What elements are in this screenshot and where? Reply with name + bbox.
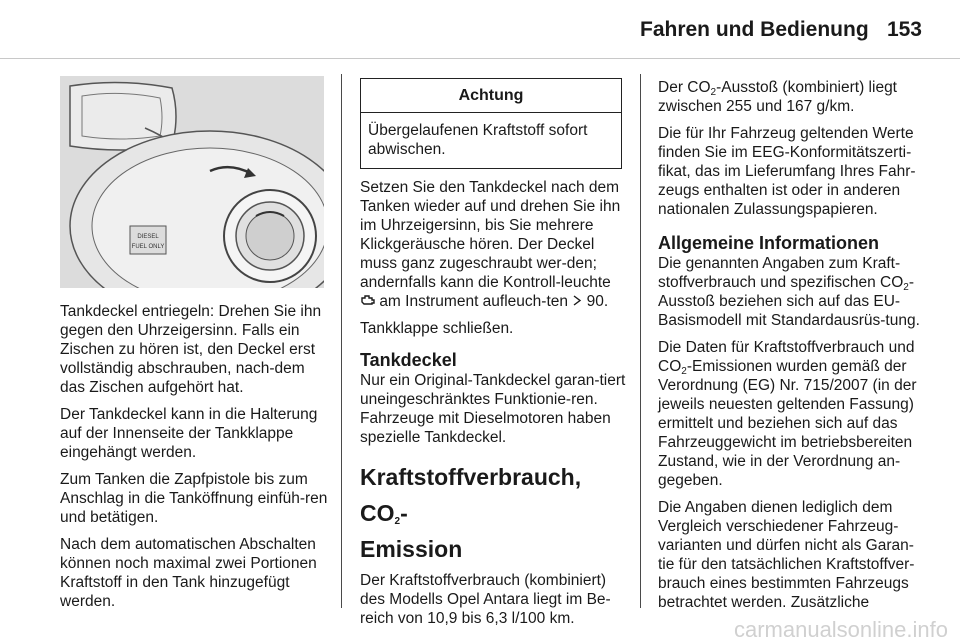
page-header-title: Fahren und Bedienung xyxy=(640,18,869,41)
warning-title: Achtung xyxy=(361,79,621,113)
paragraph xyxy=(360,178,630,311)
page-number: 153 xyxy=(886,18,922,41)
column-separator-2 xyxy=(640,74,641,608)
paragraph xyxy=(658,254,924,330)
paragraph-text: -Ausstoß beziehen sich auf das EU-Basismodell mit Standardausrüs-tung. xyxy=(658,274,920,329)
column-1 xyxy=(60,302,328,619)
heading-part: Kraftstoffverbrauch, CO xyxy=(360,464,582,526)
column-3 xyxy=(658,78,924,620)
paragraph-text: Die Daten für Kraftstoffverbrauch und CO xyxy=(658,339,915,375)
paragraph-text: -Ausstoß (kombiniert) liegt zwischen 255 und 167 g/km. xyxy=(658,79,897,115)
paragraph: Die für Ihr Fahrzeug geltenden Werte finden Sie im EEG-Konformitätszerti-fikat, das im Lieferumfang Ihres Fahr-zeugs enthalten ist oder in anderen nationalen Zulassungspapieren. xyxy=(658,125,916,218)
paragraph: Zum Tanken die Zapfpistole bis zum Anschlag in die Tanköffnung einfüh-ren und betätigen. xyxy=(60,471,328,526)
paragraph-text: Setzen Sie den Tankdeckel nach dem Tanken wieder auf und drehen Sie ihn im Uhrzeigersinn, bis Sie mehrere Klickgeräusche hören. Der Deckel muss ganz zugeschraubt wer-den; andernfalls kann die Kontroll-leuchte xyxy=(360,179,621,291)
heading-subscript: 2 xyxy=(394,516,401,527)
paragraph: Nur ein Original-Tankdeckel garan-tiert uneingeschränktes Funktionie-ren. Fahrzeuge mit Dieselmotoren haben spezielle Tankdeckel. xyxy=(360,372,626,446)
paragraph: Tankklappe schließen. xyxy=(360,320,514,337)
subscript: 2 xyxy=(903,282,909,293)
section-heading-kraftstoffverbrauch xyxy=(360,459,630,567)
paragraph-text: Die genannten Angaben zum Kraft-stoffverbrauch und spezifischen CO xyxy=(658,255,904,291)
fuel-cap-illustration xyxy=(60,76,324,288)
column-separator-1 xyxy=(341,74,342,608)
heading-part: Emission xyxy=(360,536,463,562)
figure-label-2: FUEL ONLY xyxy=(131,244,165,250)
paragraph: Der Kraftstoffverbrauch (kombiniert) des Modells Opel Antara liegt im Be-reich von 10,9 bis 6,3 l/100 km. xyxy=(360,572,611,627)
paragraph: Tankdeckel entriegeln: Drehen Sie ihn gegen den Uhrzeigersinn. Falls ein Zischen zu hören ist, den Deckel erst vollständig abschrauben, nach-dem das Zischen aufgehört hat. xyxy=(60,303,322,396)
subscript: 2 xyxy=(681,366,687,377)
paragraph: Der Tankdeckel kann in die Halterung auf der Innenseite der Tankklappe eingehängt werden. xyxy=(60,406,318,461)
figure-label-1: DIESEL xyxy=(137,234,159,240)
paragraph-text: Der CO xyxy=(658,79,711,96)
section-heading-allgemeine-informationen: Allgemeine Informationen xyxy=(658,233,880,253)
section-heading-tankdeckel: Tankdeckel xyxy=(360,350,457,370)
warning-box xyxy=(360,78,622,169)
paragraph xyxy=(658,338,924,490)
paragraph: Nach dem automatischen Abschalten können noch maximal zwei Portionen Kraftstoff in den Tank hinzugefügt werden. xyxy=(60,536,317,610)
watermark: carmanualsonline.info xyxy=(733,617,948,642)
column-2 xyxy=(360,178,630,636)
paragraph xyxy=(658,78,924,116)
paragraph-text: -Emissionen wurden gemäß der Verordnung (EG) Nr. 715/2007 (in der jeweils neuesten geltenden Fassung) ermittelt und beziehen sich auf das Fahrzeuggewicht im betriebsbereiten Zustand, wie in der Verordnung an-gegeben. xyxy=(658,358,917,489)
warning-text: Übergelaufenen Kraftstoff sofort abwischen. xyxy=(368,122,588,158)
paragraph-text: am Instrument aufleuch-ten xyxy=(379,293,568,310)
subscript: 2 xyxy=(710,87,717,98)
paragraph: Die Angaben dienen lediglich dem Vergleich verschiedener Fahrzeug-varianten und dürfen nicht als Garan-tie für den tatsächlichen Kraftstoffver-brauch eines bestimmten Fahrzeugs betrachtet werden. Zusätzliche xyxy=(658,499,915,611)
header-rule xyxy=(0,58,960,59)
fuel-cap-drawing xyxy=(60,76,324,288)
check-engine-icon xyxy=(360,292,375,311)
page-reference[interactable]: 90. xyxy=(586,293,609,310)
page-reference-icon[interactable] xyxy=(572,292,582,311)
heading-part: - xyxy=(400,500,408,526)
